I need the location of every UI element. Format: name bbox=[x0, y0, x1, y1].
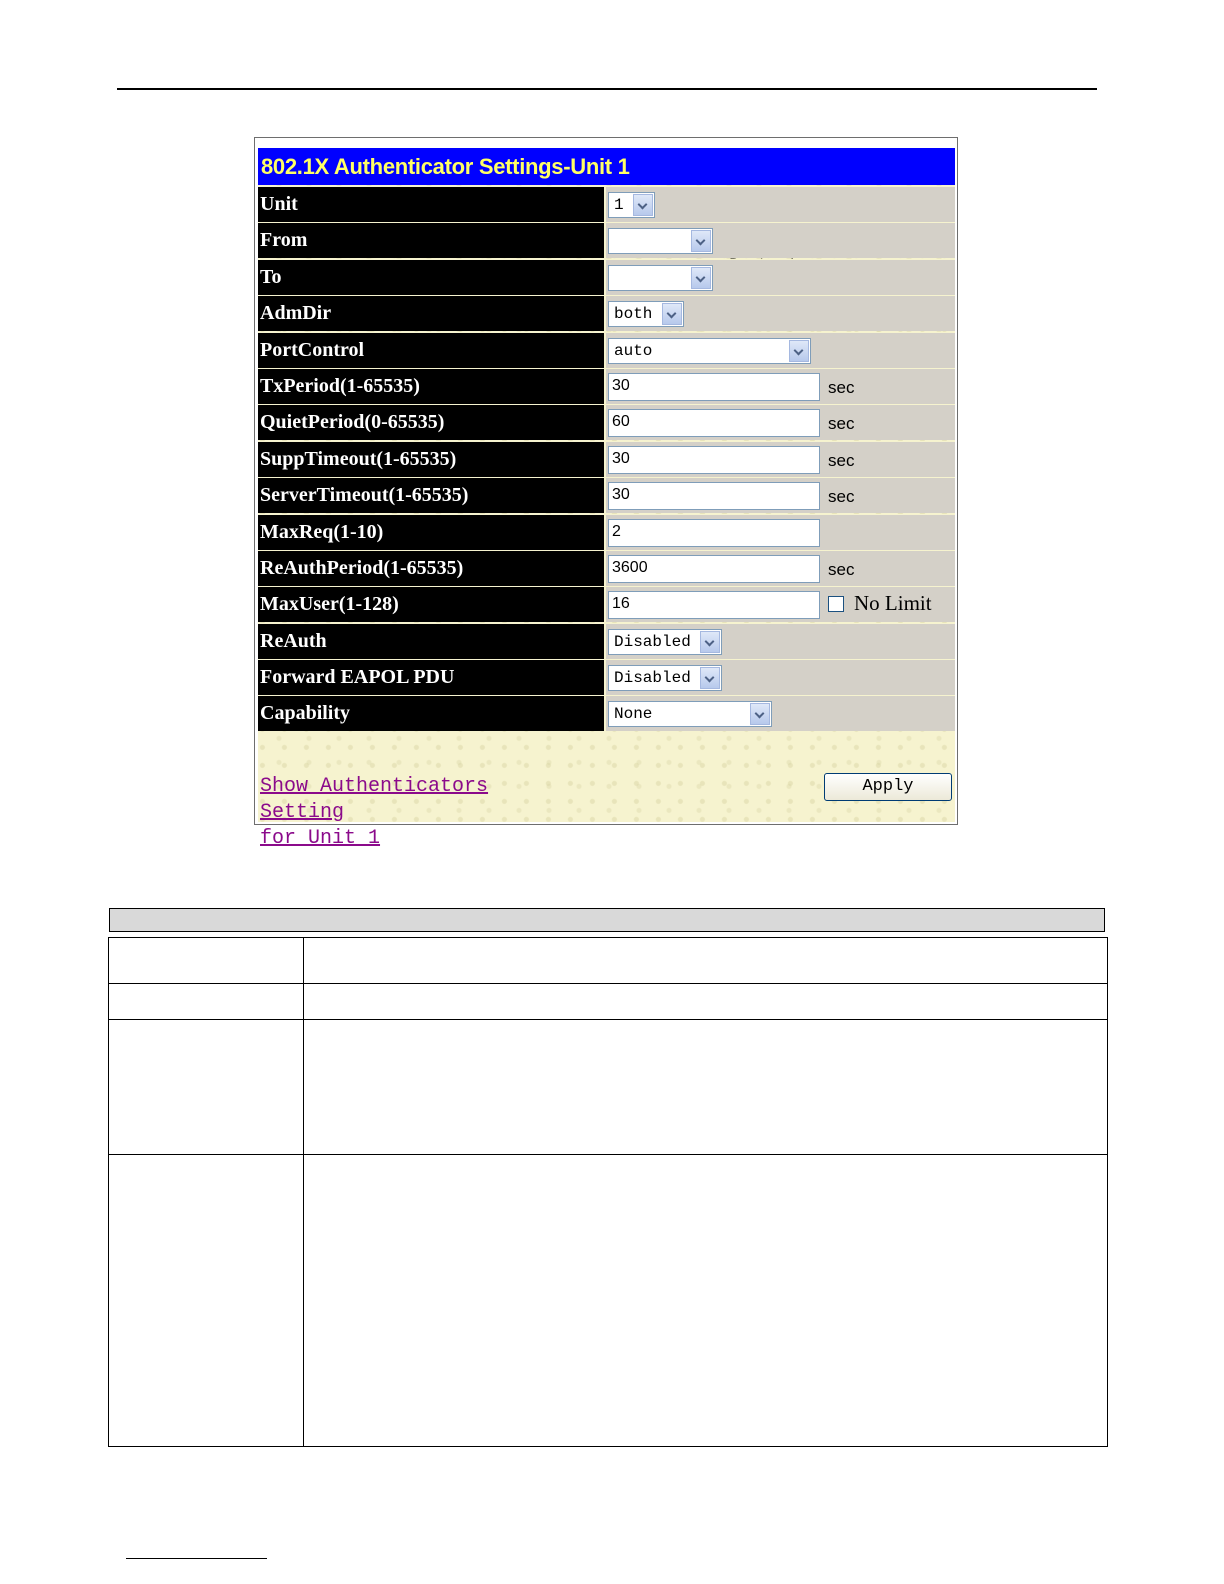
row-supptimeout bbox=[258, 441, 955, 477]
chevron-down-icon[interactable] bbox=[700, 667, 720, 689]
row-admdir bbox=[258, 295, 955, 331]
admdir-select[interactable] bbox=[608, 301, 684, 327]
maxuser-value-cell bbox=[606, 587, 955, 622]
reauthperiod-input[interactable]: 3600 bbox=[608, 555, 820, 583]
capability-label: Capability bbox=[258, 696, 604, 731]
servertimeout-input[interactable]: 30 bbox=[608, 482, 820, 510]
from-port-select[interactable] bbox=[608, 228, 713, 254]
page-header-rule bbox=[117, 88, 1097, 90]
link-line-2: for Unit 1 bbox=[260, 827, 381, 850]
table-cell bbox=[109, 938, 304, 984]
supptimeout-label: SuppTimeout(1-65535) bbox=[258, 442, 604, 477]
forward-eapol-pdu-value-cell bbox=[606, 660, 955, 695]
unit-label: Unit bbox=[258, 187, 604, 222]
capability-value-cell bbox=[606, 696, 955, 731]
reauthperiod-label: ReAuthPeriod(1-65535) bbox=[258, 551, 604, 586]
row-unit bbox=[258, 186, 955, 222]
description-table bbox=[108, 937, 1108, 1447]
description-table-header bbox=[109, 908, 1105, 932]
admdir-value-cell bbox=[606, 296, 955, 331]
row-forward-eapol-pdu bbox=[258, 659, 955, 695]
to-port-select[interactable] bbox=[608, 265, 713, 291]
row-txperiod bbox=[258, 368, 955, 404]
reauthperiod-value-cell bbox=[606, 551, 955, 586]
link-line-1: Show Authenticators Setting bbox=[260, 775, 489, 824]
reauth-label: ReAuth bbox=[258, 624, 604, 659]
servertimeout-label: ServerTimeout(1-65535) bbox=[258, 478, 604, 513]
authenticator-settings-panel bbox=[254, 137, 958, 850]
admdir-value: both bbox=[614, 305, 653, 324]
txperiod-label: TxPeriod(1-65535) bbox=[258, 369, 604, 404]
servertimeout-value-cell bbox=[606, 478, 955, 513]
forward-eapol-pdu-value: Disabled bbox=[614, 669, 691, 688]
settings-form bbox=[258, 186, 955, 732]
capability-select[interactable] bbox=[608, 701, 772, 727]
quietperiod-label: QuietPeriod(0-65535) bbox=[258, 405, 604, 440]
maxreq-value-cell bbox=[606, 515, 955, 550]
row-servertimeout bbox=[258, 477, 955, 513]
table-cell bbox=[304, 984, 1108, 1020]
table-cell bbox=[304, 1020, 1108, 1155]
forward-eapol-pdu-label: Forward EAPOL PDU bbox=[258, 660, 604, 695]
row-reauth bbox=[258, 623, 955, 659]
table-cell bbox=[304, 938, 1108, 984]
chevron-down-icon[interactable] bbox=[662, 303, 682, 325]
maxreq-input[interactable]: 2 bbox=[608, 519, 820, 547]
portcontrol-value-cell bbox=[606, 333, 955, 368]
row-from bbox=[258, 222, 955, 258]
quietperiod-unit: sec bbox=[828, 414, 855, 434]
chevron-down-icon[interactable] bbox=[789, 340, 809, 362]
row-quietperiod bbox=[258, 404, 955, 440]
apply-button[interactable]: Apply bbox=[824, 773, 952, 801]
chevron-down-icon[interactable] bbox=[700, 631, 720, 653]
unit-select[interactable] bbox=[608, 192, 655, 218]
supptimeout-value-cell bbox=[606, 442, 955, 477]
portcontrol-label: PortControl bbox=[258, 333, 604, 368]
row-maxreq bbox=[258, 514, 955, 550]
admdir-label: AdmDir bbox=[258, 296, 604, 331]
show-authenticators-setting-link[interactable] bbox=[260, 774, 580, 852]
to-value-cell bbox=[606, 260, 955, 295]
row-to bbox=[258, 259, 955, 295]
table-row bbox=[109, 1155, 1108, 1447]
table-cell bbox=[109, 1155, 304, 1447]
table-row bbox=[109, 984, 1108, 1020]
portcontrol-value: auto bbox=[614, 341, 653, 360]
no-limit-checkbox[interactable] bbox=[828, 596, 844, 612]
txperiod-value-cell bbox=[606, 369, 955, 404]
maxreq-label: MaxReq(1-10) bbox=[258, 515, 604, 550]
chevron-down-icon[interactable] bbox=[633, 194, 653, 216]
chevron-down-icon[interactable] bbox=[691, 230, 711, 252]
unit-select-value: 1 bbox=[614, 196, 624, 214]
no-limit-label[interactable]: No Limit bbox=[854, 591, 932, 616]
table-cell bbox=[109, 1020, 304, 1155]
panel-body bbox=[258, 148, 955, 850]
quietperiod-input[interactable]: 60 bbox=[608, 409, 820, 437]
reauthperiod-unit: sec bbox=[828, 559, 855, 579]
maxuser-input[interactable]: 16 bbox=[608, 591, 820, 619]
row-maxuser bbox=[258, 586, 955, 622]
supptimeout-unit: sec bbox=[828, 450, 855, 470]
capability-value: None bbox=[614, 705, 653, 724]
panel-title: 802.1X Authenticator Settings-Unit 1 bbox=[258, 148, 955, 185]
table-row bbox=[109, 938, 1108, 984]
txperiod-unit: sec bbox=[828, 377, 855, 397]
servertimeout-unit: sec bbox=[828, 487, 855, 507]
from-label: From bbox=[258, 223, 604, 258]
supptimeout-input[interactable]: 30 bbox=[608, 446, 820, 474]
chevron-down-icon[interactable] bbox=[750, 703, 770, 725]
table-cell bbox=[109, 984, 304, 1020]
row-reauthperiod bbox=[258, 550, 955, 586]
reauth-select[interactable] bbox=[608, 629, 722, 655]
table-row bbox=[109, 1020, 1108, 1155]
page-footer-rule bbox=[126, 1558, 267, 1559]
portcontrol-select[interactable] bbox=[608, 338, 811, 364]
txperiod-input[interactable]: 30 bbox=[608, 373, 820, 401]
maxuser-label: MaxUser(1-128) bbox=[258, 587, 604, 622]
row-portcontrol bbox=[258, 332, 955, 368]
forward-eapol-pdu-select[interactable] bbox=[608, 665, 722, 691]
unit-value-cell bbox=[606, 187, 955, 222]
table-cell bbox=[304, 1155, 1108, 1447]
reauth-value: Disabled bbox=[614, 632, 691, 651]
quietperiod-value-cell bbox=[606, 405, 955, 440]
row-capability bbox=[258, 695, 955, 731]
chevron-down-icon[interactable] bbox=[691, 267, 711, 289]
to-label: To bbox=[258, 260, 604, 295]
from-value-cell bbox=[606, 223, 955, 258]
reauth-value-cell bbox=[606, 624, 955, 659]
